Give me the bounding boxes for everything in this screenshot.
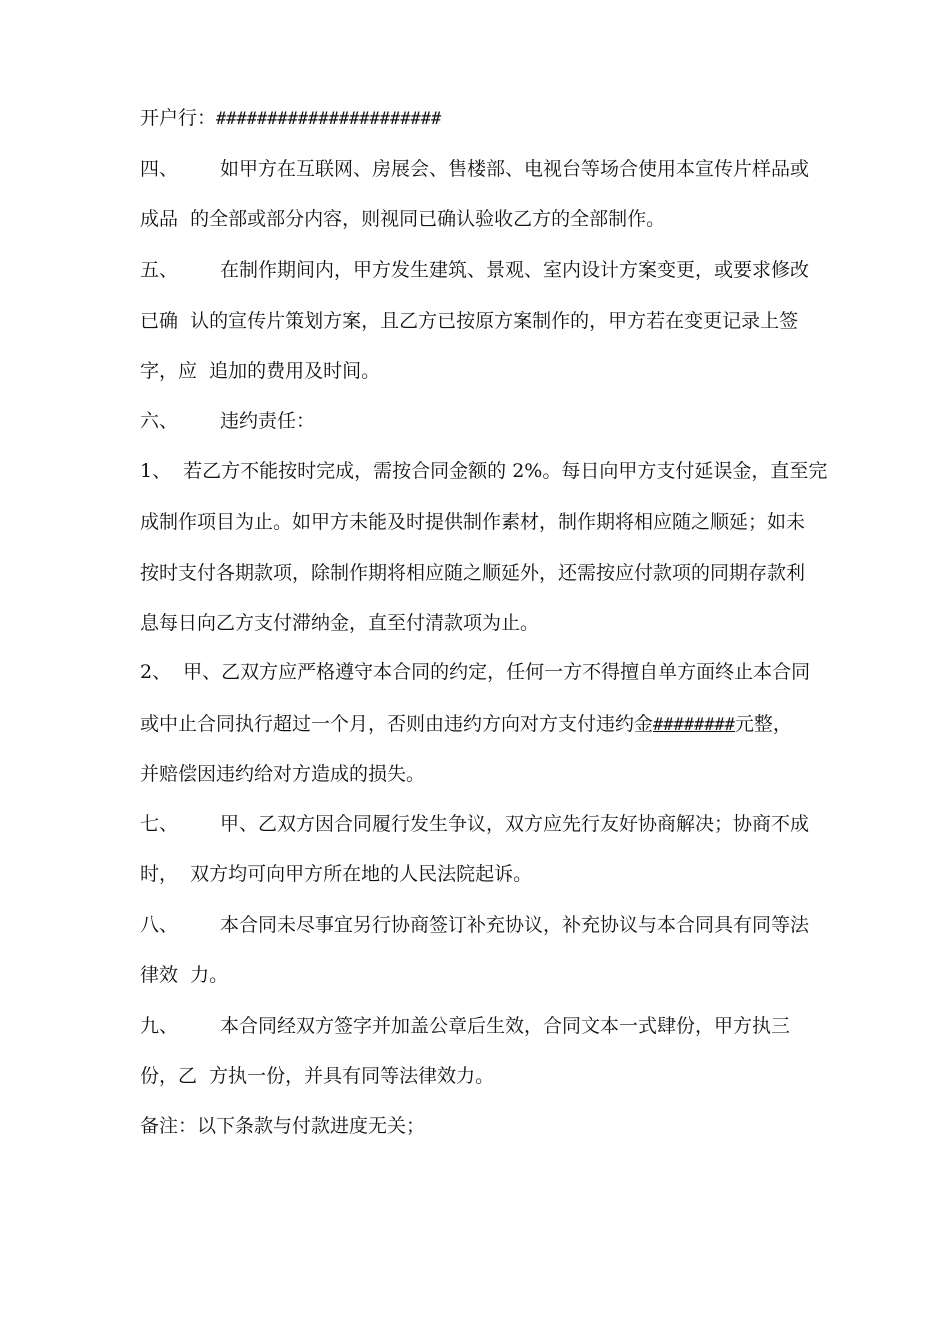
- item-2-line-1: 2、 甲、乙双方应严格遵守本合同的约定，任何一方不得擅自单方面终止本合同: [140, 661, 811, 683]
- clause-8-line-2: 律效 力。: [140, 964, 229, 986]
- clause-8-number: 八、: [140, 914, 179, 936]
- clause-5-text-1: 在制作期间内，甲方发生建筑、景观、室内设计方案变更，或要求修改: [220, 259, 810, 281]
- clause-5-line-3: 字，应 追加的费用及时间。: [140, 360, 381, 382]
- item-2-unit: 元整，: [734, 713, 792, 735]
- item-2-line-3: 并赔偿因违约给对方造成的损失。: [140, 763, 426, 785]
- item-1-line-4: 息每日向乙方支付滞纳金，直至付清款项为止。: [140, 612, 540, 634]
- bank-label: 开户行：: [140, 107, 217, 129]
- bank-line: [140, 106, 441, 130]
- clause-6-number: 六、: [140, 410, 179, 432]
- clause-4-line-1: [140, 157, 809, 181]
- clause-9-line-2: 份，乙 方执一份，并具有同等法律效力。: [140, 1065, 495, 1087]
- item-1-line-2: 成制作项目为止。如甲方未能及时提供制作素材，制作期将相应随之顺延；如未: [140, 511, 806, 533]
- item-1-line-3: 按时支付各期款项，除制作期将相应随之顺延外，还需按应付款项的同期存款利: [140, 562, 806, 584]
- clause-5-number: 五、: [140, 259, 179, 281]
- clause-4-text-1: 如甲方在互联网、房展会、售楼部、电视台等场合使用本宣传片样品或: [220, 158, 810, 180]
- clause-8-text-1: 本合同未尽事宜另行协商签订补充协议，补充协议与本合同具有同等法: [220, 914, 810, 936]
- clause-9-line-1: [140, 1014, 790, 1038]
- penalty-amount: ########: [653, 715, 735, 735]
- clause-8-line-1: [140, 913, 809, 937]
- clause-6-heading: [140, 409, 315, 433]
- clause-7-text-1: 甲、乙双方因合同履行发生争议，双方应先行友好协商解决；协商不成: [220, 813, 810, 835]
- clause-6-title: 违约责任：: [220, 410, 316, 432]
- item-1-line-1: 1、 若乙方不能按时完成，需按合同金额的 2%。每日向甲方支付延误金，直至完: [140, 460, 828, 482]
- clause-5-line-2: 已确 认的宣传片策划方案，且乙方已按原方案制作的，甲方若在变更记录上签: [140, 310, 799, 332]
- clause-5-line-1: [140, 258, 809, 282]
- clause-4-number: 四、: [140, 158, 179, 180]
- clause-7-line-2: 时， 双方均可向甲方所在地的人民法院起诉。: [140, 863, 533, 885]
- bank-value: ######################: [216, 109, 442, 129]
- clause-4-line-2: 成品 的全部或部分内容，则视同已确认验收乙方的全部制作。: [140, 208, 666, 230]
- clause-7-line-1: [140, 812, 809, 836]
- clause-9-text-1: 本合同经双方签字并加盖公章后生效，合同文本一式肆份，甲方执三: [220, 1015, 791, 1037]
- item-2-line-2: [140, 712, 792, 736]
- note-line: 备注：以下条款与付款进度无关；: [140, 1115, 426, 1137]
- clause-7-number: 七、: [140, 813, 179, 835]
- item-2-text: 或中止合同执行超过一个月，否则由违约方向对方支付违约金: [140, 713, 654, 735]
- clause-9-number: 九、: [140, 1015, 179, 1037]
